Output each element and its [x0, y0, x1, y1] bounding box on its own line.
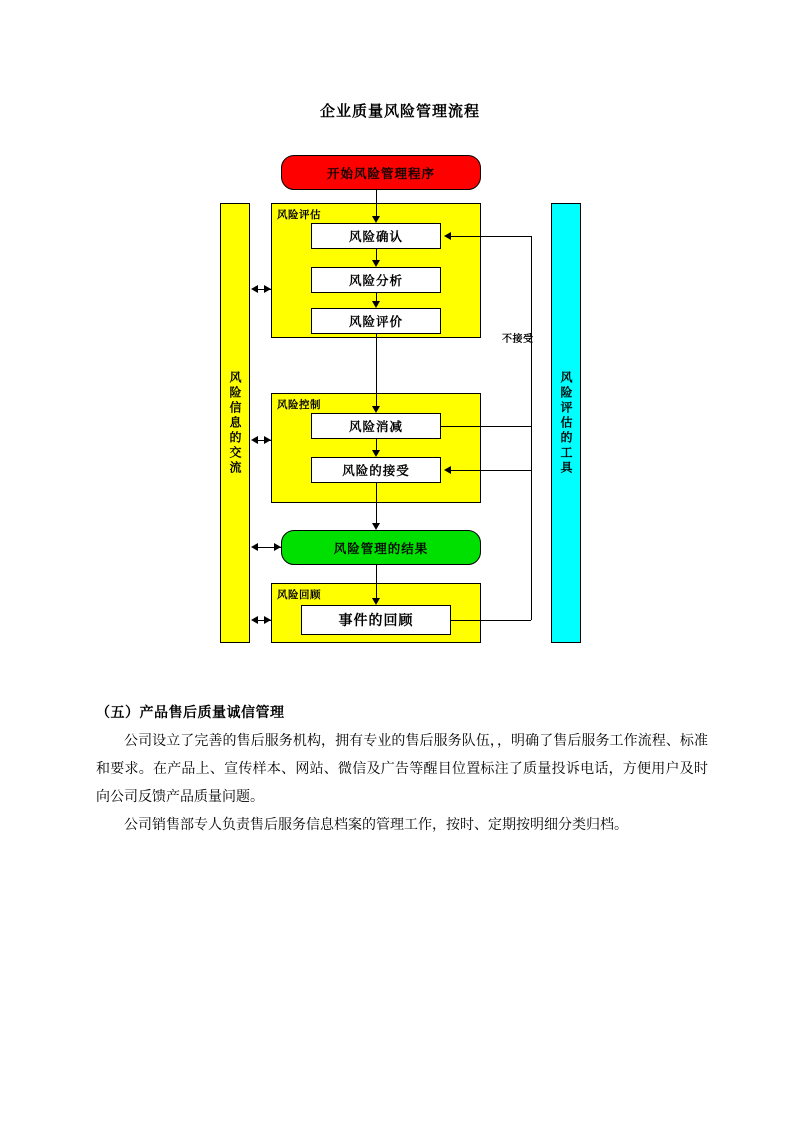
- arrowhead-left-control-out: [251, 436, 258, 444]
- section-paragraph-2: 公司销售部专人负责售后服务信息档案的管理工作，按时、定期按明细分类归档。: [124, 816, 628, 832]
- page-title: 企业质量风险管理流程: [319, 103, 480, 120]
- right-sidebar-label: 风险评估的工具: [559, 370, 573, 476]
- arrowhead-result: [372, 523, 380, 530]
- arrowhead-left-assessment-in: [264, 285, 271, 293]
- connector-analysis-to-evaluation: [376, 293, 377, 301]
- feedback-to-confirm: [451, 236, 531, 237]
- feedback-from-mitigation: [441, 426, 531, 427]
- node-risk-acceptance: 风险的接受: [311, 457, 441, 483]
- group-risk-control-label: 风险控制: [277, 399, 321, 411]
- section-after-sales: [96, 698, 708, 838]
- group-risk-assessment-label: 风险评估: [277, 209, 321, 221]
- connector-confirm-to-analysis: [376, 249, 377, 260]
- feedback-trunk: [531, 236, 532, 620]
- section-heading: （五）产品售后质量诚信管理: [96, 704, 285, 720]
- feedback-from-event-review: [451, 620, 531, 621]
- arrowhead-evaluation: [372, 301, 380, 308]
- node-risk-evaluation: 风险评价: [311, 308, 441, 334]
- feedback-to-acceptance: [451, 470, 531, 471]
- section-paragraph-1: 公司设立了完善的售后服务机构，拥有专业的售后服务队伍，，明确了售后服务工作流程、标准和要求。在产品上、宣传样本、网站、微信及广告等醒目位置标注了质量投诉电话，方便用户及时向公司反馈产品质量问题。: [96, 732, 708, 804]
- node-risk-analysis: 风险分析: [311, 267, 441, 293]
- arrowhead-left-review-in: [264, 616, 271, 624]
- arrowhead-feedback-confirm: [444, 232, 451, 240]
- label-reject: 不接受: [502, 334, 534, 345]
- group-risk-review-label: 风险回顾: [277, 589, 321, 601]
- arrowhead-left-result-in: [274, 543, 281, 551]
- arrowhead-event-review: [372, 598, 380, 605]
- connector-acceptance-to-result: [376, 483, 377, 523]
- arrowhead-mitigation: [372, 406, 380, 413]
- arrowhead-confirm: [372, 216, 380, 223]
- arrowhead-left-review-out: [251, 616, 258, 624]
- connector-mitigation-to-acceptance: [376, 439, 377, 450]
- node-risk-mitigation: 风险消减: [311, 413, 441, 439]
- arrowhead-acceptance: [372, 450, 380, 457]
- arrowhead-analysis: [372, 260, 380, 267]
- arrowhead-left-assessment-out: [251, 285, 258, 293]
- node-event-review: 事件的回顾: [301, 605, 451, 635]
- connector-start-to-confirm: [376, 190, 377, 216]
- node-risk-confirm: 风险确认: [311, 223, 441, 249]
- arrowhead-left-result-out: [251, 543, 258, 551]
- connector-evaluation-to-mitigation: [376, 334, 377, 406]
- risk-management-flowchart: [0, 140, 800, 660]
- right-sidebar-assessment-tools: [551, 203, 581, 643]
- start-node: 开始风险管理程序: [281, 155, 481, 190]
- node-risk-result: 风险管理的结果: [281, 530, 481, 565]
- connector-result-to-event-review: [376, 565, 377, 598]
- left-sidebar-information-exchange: [220, 203, 250, 643]
- arrowhead-feedback-acceptance: [444, 466, 451, 474]
- left-sidebar-label: 风险信息的交流: [228, 370, 242, 476]
- arrowhead-left-control-in: [264, 436, 271, 444]
